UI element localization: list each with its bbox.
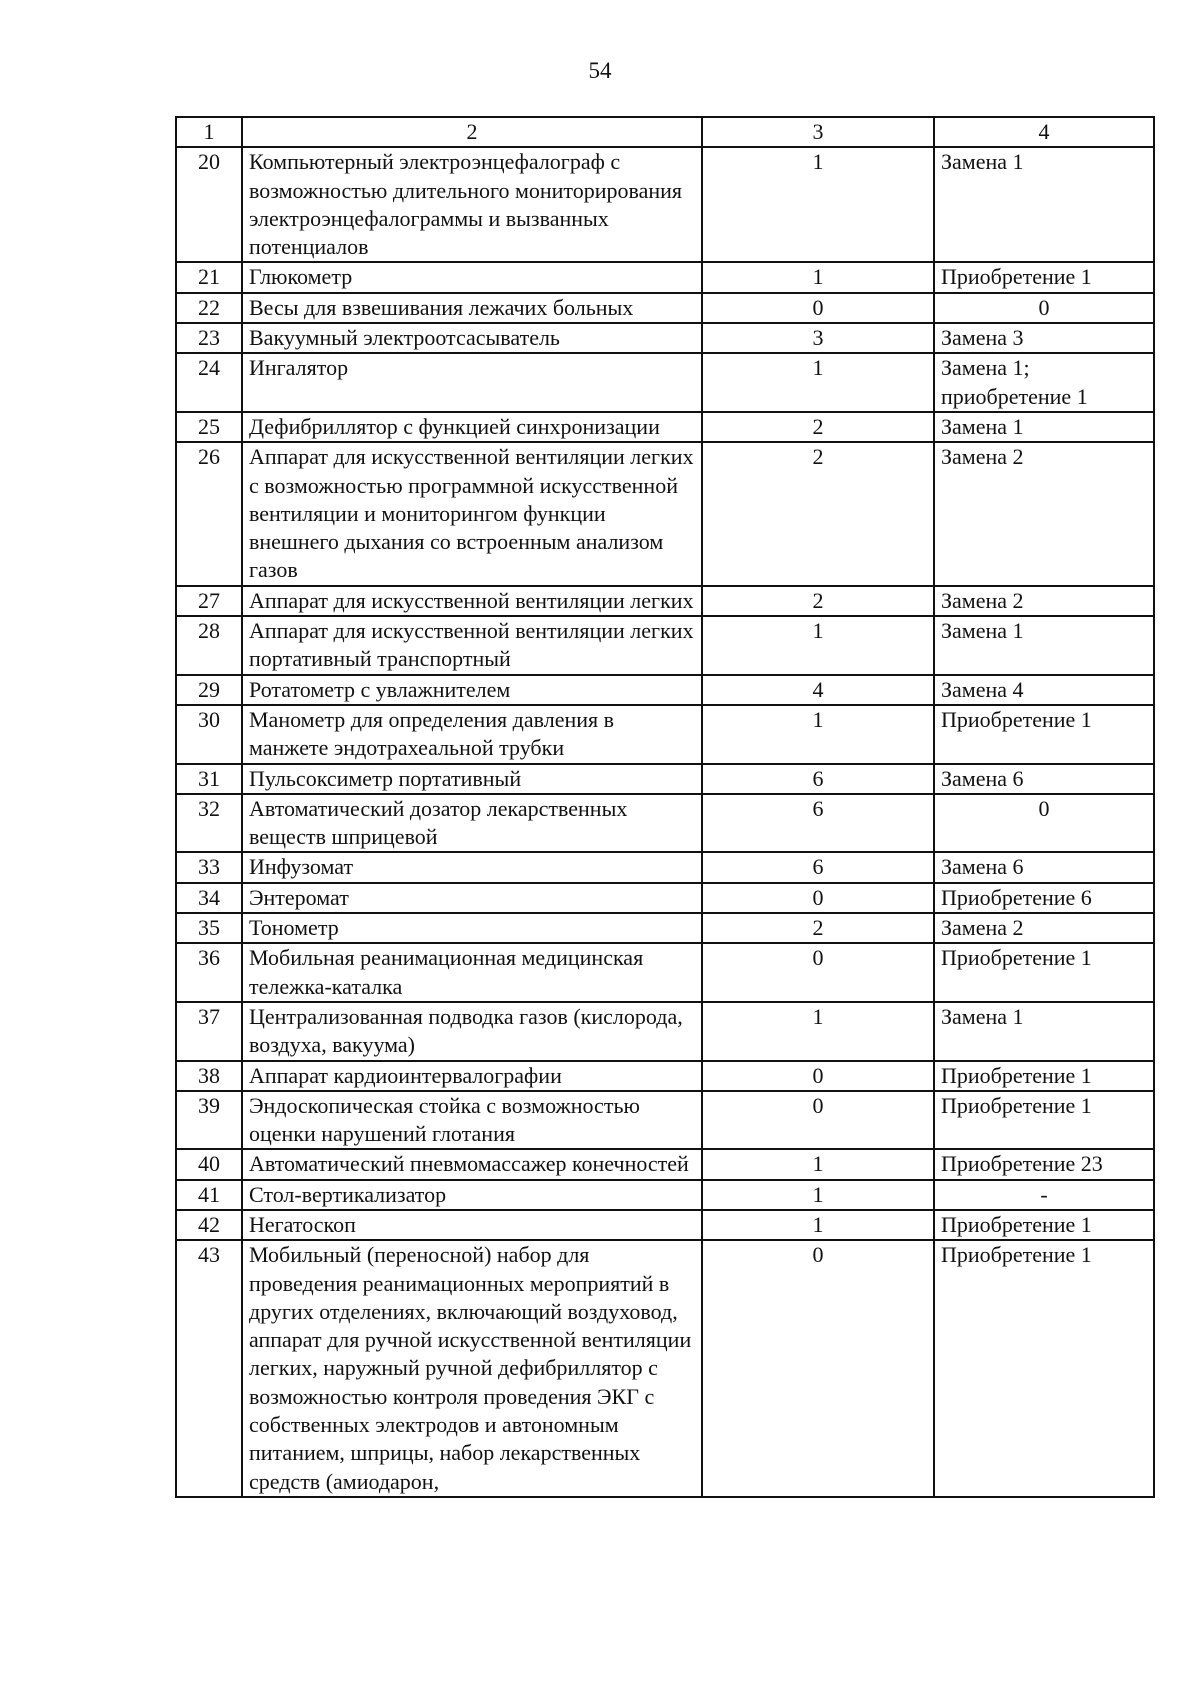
table-row bbox=[176, 353, 1154, 412]
row-number: 27 bbox=[176, 586, 242, 616]
action-cell: Приобретение 1 bbox=[934, 705, 1154, 764]
action-cell: Замена 4 bbox=[934, 675, 1154, 705]
row-number: 40 bbox=[176, 1149, 242, 1179]
quantity-cell: 2 bbox=[702, 586, 934, 616]
header-col-1: 1 bbox=[176, 117, 242, 147]
equipment-name: Компьютерный электроэнцефалограф с возможностью длительного мониторирования электроэнцефалограммы и вызванных потенциалов bbox=[242, 147, 702, 262]
equipment-name: Ротатометр с увлажнителем bbox=[242, 675, 702, 705]
action-cell: Замена 1 bbox=[934, 616, 1154, 675]
action-cell: Замена 1 bbox=[934, 1002, 1154, 1061]
row-number: 26 bbox=[176, 442, 242, 585]
row-number: 22 bbox=[176, 293, 242, 323]
table-row bbox=[176, 764, 1154, 794]
equipment-name: Дефибриллятор с функцией синхронизации bbox=[242, 412, 702, 442]
header-col-4: 4 bbox=[934, 117, 1154, 147]
table-row bbox=[176, 1061, 1154, 1091]
action-cell: Замена 6 bbox=[934, 852, 1154, 882]
quantity-cell: 1 bbox=[702, 147, 934, 262]
action-cell: Замена 3 bbox=[934, 323, 1154, 353]
action-cell: Приобретение 1 bbox=[934, 1240, 1154, 1497]
equipment-name: Тонометр bbox=[242, 913, 702, 943]
quantity-cell: 1 bbox=[702, 1180, 934, 1210]
equipment-name: Аппарат кардиоинтервалографии bbox=[242, 1061, 702, 1091]
table-header-row bbox=[176, 117, 1154, 147]
equipment-name: Вакуумный электроотсасыватель bbox=[242, 323, 702, 353]
row-number: 23 bbox=[176, 323, 242, 353]
row-number: 31 bbox=[176, 764, 242, 794]
quantity-cell: 1 bbox=[702, 1149, 934, 1179]
row-number: 20 bbox=[176, 147, 242, 262]
equipment-name: Ингалятор bbox=[242, 353, 702, 412]
row-number: 38 bbox=[176, 1061, 242, 1091]
row-number: 32 bbox=[176, 794, 242, 853]
equipment-name: Эндоскопическая стойка с возможностью оценки нарушений глотания bbox=[242, 1091, 702, 1150]
table-row bbox=[176, 852, 1154, 882]
action-cell: Замена 1 bbox=[934, 412, 1154, 442]
table-row bbox=[176, 1149, 1154, 1179]
action-cell: Приобретение 1 bbox=[934, 262, 1154, 292]
action-cell: Замена 2 bbox=[934, 442, 1154, 585]
quantity-cell: 0 bbox=[702, 1061, 934, 1091]
action-cell: Приобретение 6 bbox=[934, 883, 1154, 913]
quantity-cell: 2 bbox=[702, 412, 934, 442]
row-number: 39 bbox=[176, 1091, 242, 1150]
row-number: 28 bbox=[176, 616, 242, 675]
page-number: 54 bbox=[588, 58, 612, 83]
table-row bbox=[176, 616, 1154, 675]
quantity-cell: 2 bbox=[702, 913, 934, 943]
table-row bbox=[176, 412, 1154, 442]
equipment-name: Негатоскоп bbox=[242, 1210, 702, 1240]
table-row bbox=[176, 323, 1154, 353]
action-cell: Приобретение 1 bbox=[934, 943, 1154, 1002]
equipment-table bbox=[175, 116, 1155, 1498]
equipment-name: Аппарат для искусственной вентиляции легких с возможностью программной искусственной вентиляции и мониторингом функции внешнего дыхания со встроенным анализом газов bbox=[242, 442, 702, 585]
row-number: 24 bbox=[176, 353, 242, 412]
table-row bbox=[176, 147, 1154, 262]
table-row bbox=[176, 1240, 1154, 1497]
action-cell: Приобретение 23 bbox=[934, 1149, 1154, 1179]
table-row bbox=[176, 883, 1154, 913]
action-cell: 0 bbox=[934, 293, 1154, 323]
table-row bbox=[176, 794, 1154, 853]
action-cell: Замена 2 bbox=[934, 586, 1154, 616]
equipment-name: Энтеромат bbox=[242, 883, 702, 913]
equipment-name: Мобильный (переносной) набор для проведения реанимационных мероприятий в других отделениях, включающий воздуховод, аппарат для ручной искусственной вентиляции легких, наружный ручной дефибриллятор с возможностью контроля проведения ЭКГ с собственных электродов и автономным питанием, шприцы, набор лекарственных средств (амиодарон, bbox=[242, 1240, 702, 1497]
table-row bbox=[176, 913, 1154, 943]
quantity-cell: 0 bbox=[702, 883, 934, 913]
action-cell: Приобретение 1 bbox=[934, 1091, 1154, 1150]
header-col-2: 2 bbox=[242, 117, 702, 147]
quantity-cell: 1 bbox=[702, 616, 934, 675]
table-row bbox=[176, 943, 1154, 1002]
table-row bbox=[176, 586, 1154, 616]
quantity-cell: 6 bbox=[702, 794, 934, 853]
quantity-cell: 1 bbox=[702, 1002, 934, 1061]
row-number: 34 bbox=[176, 883, 242, 913]
table-row bbox=[176, 705, 1154, 764]
action-cell: Замена 1 bbox=[934, 147, 1154, 262]
equipment-name: Весы для взвешивания лежачих больных bbox=[242, 293, 702, 323]
quantity-cell: 4 bbox=[702, 675, 934, 705]
equipment-name: Глюкометр bbox=[242, 262, 702, 292]
row-number: 25 bbox=[176, 412, 242, 442]
equipment-name: Мобильная реанимационная медицинская тележка-каталка bbox=[242, 943, 702, 1002]
quantity-cell: 6 bbox=[702, 852, 934, 882]
row-number: 43 bbox=[176, 1240, 242, 1497]
row-number: 35 bbox=[176, 913, 242, 943]
quantity-cell: 1 bbox=[702, 1210, 934, 1240]
quantity-cell: 0 bbox=[702, 1240, 934, 1497]
table-row bbox=[176, 1002, 1154, 1061]
action-cell: Замена 6 bbox=[934, 764, 1154, 794]
quantity-cell: 1 bbox=[702, 262, 934, 292]
quantity-cell: 2 bbox=[702, 442, 934, 585]
row-number: 29 bbox=[176, 675, 242, 705]
equipment-name: Автоматический пневмомассажер конечностей bbox=[242, 1149, 702, 1179]
row-number: 37 bbox=[176, 1002, 242, 1061]
equipment-name: Автоматический дозатор лекарственных веществ шприцевой bbox=[242, 794, 702, 853]
equipment-name: Инфузомат bbox=[242, 852, 702, 882]
action-cell: Приобретение 1 bbox=[934, 1061, 1154, 1091]
quantity-cell: 3 bbox=[702, 323, 934, 353]
action-cell: 0 bbox=[934, 794, 1154, 853]
row-number: 36 bbox=[176, 943, 242, 1002]
quantity-cell: 1 bbox=[702, 705, 934, 764]
header-col-3: 3 bbox=[702, 117, 934, 147]
row-number: 42 bbox=[176, 1210, 242, 1240]
action-cell: Замена 1; приобретение 1 bbox=[934, 353, 1154, 412]
equipment-name: Манометр для определения давления в манжете эндотрахеальной трубки bbox=[242, 705, 702, 764]
action-cell: Приобретение 1 bbox=[934, 1210, 1154, 1240]
row-number: 41 bbox=[176, 1180, 242, 1210]
quantity-cell: 0 bbox=[702, 943, 934, 1002]
equipment-name: Централизованная подводка газов (кислорода, воздуха, вакуума) bbox=[242, 1002, 702, 1061]
quantity-cell: 0 bbox=[702, 1091, 934, 1150]
action-cell: - bbox=[934, 1180, 1154, 1210]
table-row bbox=[176, 1180, 1154, 1210]
table-row bbox=[176, 262, 1154, 292]
row-number: 30 bbox=[176, 705, 242, 764]
table-row bbox=[176, 293, 1154, 323]
action-cell: Замена 2 bbox=[934, 913, 1154, 943]
table-row bbox=[176, 675, 1154, 705]
table-row bbox=[176, 1091, 1154, 1150]
row-number: 21 bbox=[176, 262, 242, 292]
equipment-name: Аппарат для искусственной вентиляции легких bbox=[242, 586, 702, 616]
quantity-cell: 6 bbox=[702, 764, 934, 794]
table-row bbox=[176, 1210, 1154, 1240]
table-row bbox=[176, 442, 1154, 585]
table-body bbox=[176, 117, 1154, 1497]
equipment-name: Стол-вертикализатор bbox=[242, 1180, 702, 1210]
quantity-cell: 1 bbox=[702, 353, 934, 412]
row-number: 33 bbox=[176, 852, 242, 882]
equipment-name: Аппарат для искусственной вентиляции легких портативный транспортный bbox=[242, 616, 702, 675]
quantity-cell: 0 bbox=[702, 293, 934, 323]
equipment-name: Пульсоксиметр портативный bbox=[242, 764, 702, 794]
